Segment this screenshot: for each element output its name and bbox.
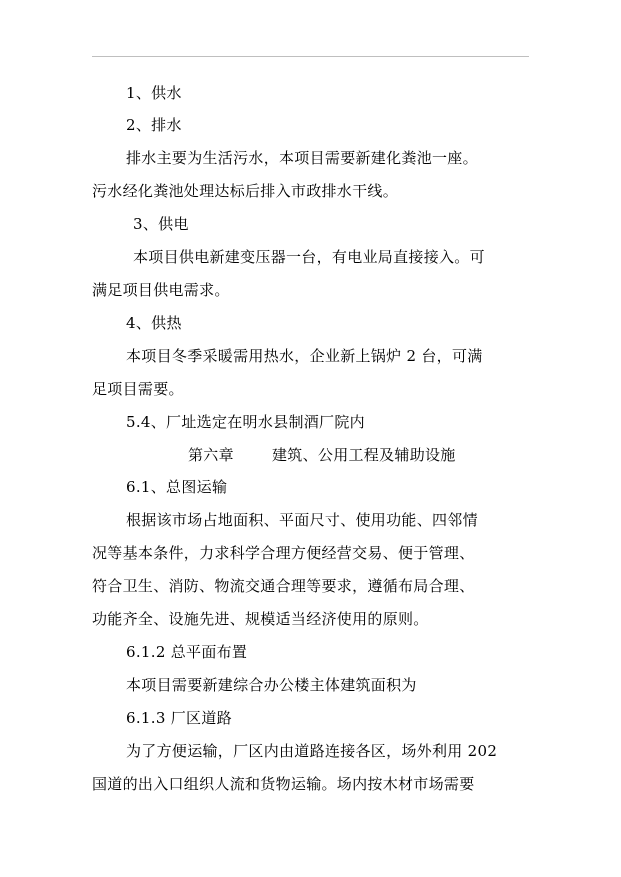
heading-drainage: 2、排水 [126, 116, 182, 134]
heading-water-supply: 1、供水 [126, 84, 182, 102]
paragraph-layout-line-4: 功能齐全、设施先进、规模适当经济使用的原则。 [92, 610, 429, 628]
paragraph-layout-line-3: 符合卫生、消防、物流交通合理等要求，遵循布局合理、 [92, 577, 475, 595]
heading-site-selection: 5.4、厂址选定在明水县制酒厂院内 [126, 413, 365, 431]
header-rule [92, 56, 529, 57]
paragraph-drainage-line-1: 排水主要为生活污水，本项目需要新建化粪池一座。 [126, 149, 478, 167]
paragraph-layout-line-1: 根据该市场占地面积、平面尺寸、使用功能、四邻情 [126, 511, 478, 529]
paragraph-heating-line-1: 本项目冬季采暖需用热水，企业新上锅炉 2 台，可满 [126, 347, 483, 365]
paragraph-power-line-2: 满足项目供电需求。 [92, 281, 230, 299]
heading-general-layout: 6.1、总图运输 [126, 478, 228, 496]
chapter-number: 第六章 [188, 446, 234, 464]
chapter-title: 建筑、公用工程及辅助设施 [272, 446, 456, 464]
paragraph-roads-line-2: 国道的出入口组织人流和货物运输。场内按木材市场需要 [92, 775, 475, 793]
paragraph-heating-line-2: 足项目需要。 [92, 380, 184, 398]
paragraph-roads-line-1: 为了方便运输，厂区内由道路连接各区，场外利用 202 [126, 742, 498, 760]
heading-plant-roads: 6.1.3 厂区道路 [126, 709, 232, 727]
paragraph-drainage-line-2: 污水经化粪池处理达标后排入市政排水干线。 [92, 182, 399, 200]
heading-power-supply: 3、供电 [133, 215, 189, 233]
paragraph-site-plan: 本项目需要新建综合办公楼主体建筑面积为 [126, 676, 417, 694]
heading-heating: 4、供热 [126, 314, 182, 332]
paragraph-power-line-1: 本项目供电新建变压器一台，有电业局直接接入。可 [133, 248, 485, 266]
paragraph-layout-line-2: 况等基本条件，力求科学合理方便经营交易、便于管理、 [92, 544, 475, 562]
heading-site-plan: 6.1.2 总平面布置 [126, 643, 248, 661]
